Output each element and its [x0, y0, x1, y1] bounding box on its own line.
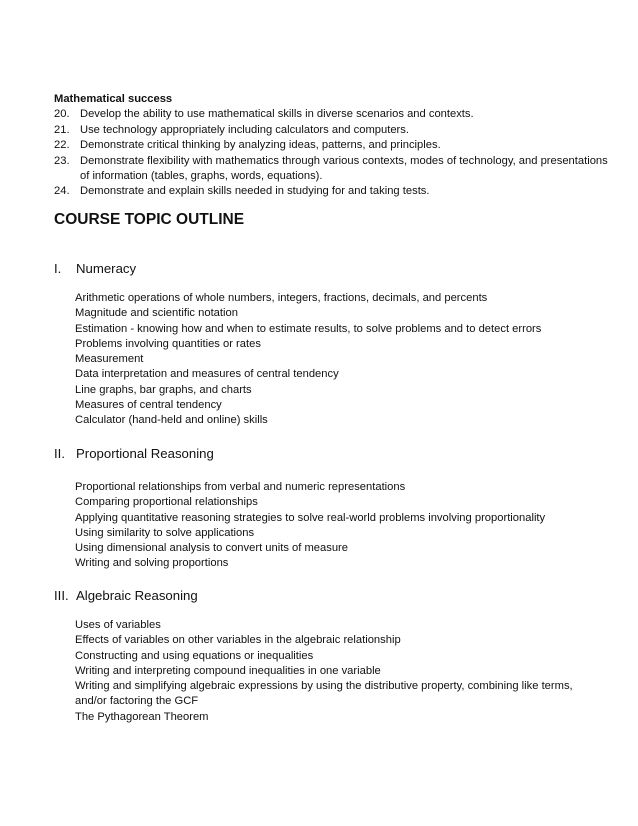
- item-text: Develop the ability to use mathematical skills in diverse scenarios and contexts.: [80, 108, 474, 121]
- list-item: Line graphs, bar graphs, and charts: [75, 383, 252, 396]
- numbered-item: [54, 184, 614, 199]
- list-item: Constructing and using equations or inequalities: [75, 649, 314, 662]
- item-number: 24.: [54, 185, 70, 198]
- list-item: Measurement: [75, 353, 144, 366]
- section-numeral: II.: [54, 446, 65, 461]
- section-title: Numeracy: [76, 261, 137, 276]
- item-number: 23.: [54, 154, 70, 167]
- page-title: COURSE TOPIC OUTLINE: [54, 211, 245, 228]
- section-heading-numeracy: [54, 261, 136, 276]
- list-item: Writing and solving proportions: [75, 557, 229, 570]
- topic-list-proportional-reasoning: [75, 480, 575, 572]
- list-item: Measures of central tendency: [75, 399, 222, 412]
- list-item: Uses of variables: [75, 619, 161, 631]
- numbered-item: [54, 154, 614, 185]
- item-number: 21.: [54, 123, 70, 136]
- list-item: Writing and simplifying algebraic expressions by using the distributive property, combining like terms, and/or factoring the GCF: [75, 680, 573, 708]
- section-heading-algebraic-reasoning: [54, 588, 198, 603]
- section-numeral: III.: [54, 588, 69, 603]
- list-item: Using similarity to solve applications: [75, 526, 255, 539]
- item-text: Use technology appropriately including calculators and computers.: [80, 123, 409, 136]
- list-item: Magnitude and scientific notation: [75, 307, 238, 320]
- numbered-item: [54, 107, 614, 122]
- list-item: Comparing proportional relationships: [75, 496, 258, 509]
- list-item: Effects of variables on other variables in the algebraic relationship: [75, 634, 401, 647]
- section-title: Algebraic Reasoning: [76, 588, 198, 603]
- numbered-item: [54, 138, 614, 153]
- list-item: Applying quantitative reasoning strategies to solve real-world problems involving proportionality: [75, 511, 546, 524]
- item-text: Demonstrate flexibility with mathematics through various contexts, modes of technology, and presentations of information (tables, graphs, words, equations).: [80, 154, 608, 183]
- section-numeral: I.: [54, 261, 62, 276]
- item-number: 22.: [54, 139, 70, 152]
- list-item: The Pythagorean Theorem: [75, 710, 209, 723]
- list-item: Problems involving quantities or rates: [75, 337, 261, 350]
- numbered-item: [54, 123, 614, 138]
- topic-list-algebraic-reasoning: [75, 618, 575, 725]
- list-item: Estimation - knowing how and when to estimate results, to solve problems and to detect errors: [75, 322, 542, 335]
- list-item: Writing and interpreting compound inequalities in one variable: [75, 664, 381, 677]
- list-item: Calculator (hand-held and online) skills: [75, 414, 268, 427]
- list-item: Using dimensional analysis to convert units of measure: [75, 542, 348, 555]
- section-title: Proportional Reasoning: [76, 446, 214, 461]
- list-item: Data interpretation and measures of central tendency: [75, 368, 339, 381]
- section-heading-proportional-reasoning: [54, 446, 214, 461]
- list-item: Arithmetic operations of whole numbers, integers, fractions, decimals, and percents: [75, 292, 488, 304]
- section-subheading: Mathematical success: [54, 93, 173, 105]
- item-text: Demonstrate and explain skills needed in studying for and taking tests.: [80, 185, 430, 198]
- item-number: 20.: [54, 108, 70, 121]
- list-item: Proportional relationships from verbal and numeric representations: [75, 481, 406, 493]
- item-text: Demonstrate critical thinking by analyzing ideas, patterns, and principles.: [80, 139, 441, 152]
- topic-list-numeracy: [75, 291, 575, 429]
- mathematical-success-block: [54, 92, 614, 200]
